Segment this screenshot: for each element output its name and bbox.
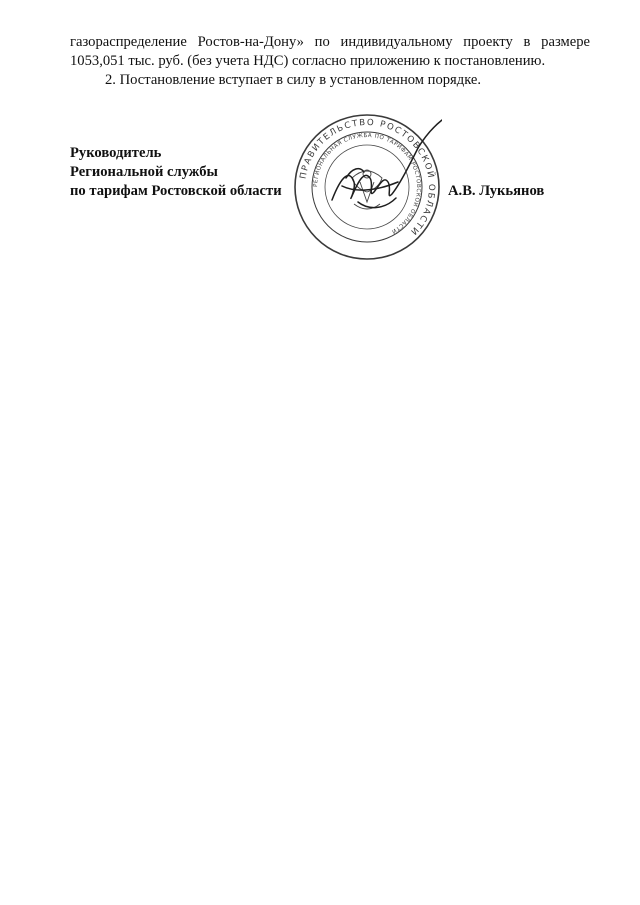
svg-text:РЕГИОНАЛЬНАЯ СЛУЖБА ПО ТАРИФАМ <box>313 133 421 234</box>
body-paragraph-numbered: 2. Постановление вступает в силу в установленном порядке. <box>105 72 482 88</box>
signer-name: А.В. Лукьянов <box>448 183 545 199</box>
seal-inner-ring <box>312 132 422 242</box>
signer-position-line: по тарифам Ростовской области <box>70 183 282 199</box>
official-seal-stamp <box>292 112 442 262</box>
seal-inner-text: РЕГИОНАЛЬНАЯ СЛУЖБА ПО ТАРИФАМ РОСТОВСКОЙ ОБЛАСТИ <box>312 132 422 235</box>
seal-outer-text: ПРАВИТЕЛЬСТВО РОСТОВСКОЙ ОБЛАСТИ <box>298 117 437 238</box>
signer-position <box>70 144 282 201</box>
body-paragraph: газораспределение Ростов-на-Дону» по индивидуальному проекту в размере 1053,051 тыс. руб. (без учета НДС) согласно приложению к постановлению. <box>70 34 590 69</box>
signer-position-line: Руководитель <box>70 145 162 161</box>
signer-position-line: Региональной службы <box>70 164 218 180</box>
